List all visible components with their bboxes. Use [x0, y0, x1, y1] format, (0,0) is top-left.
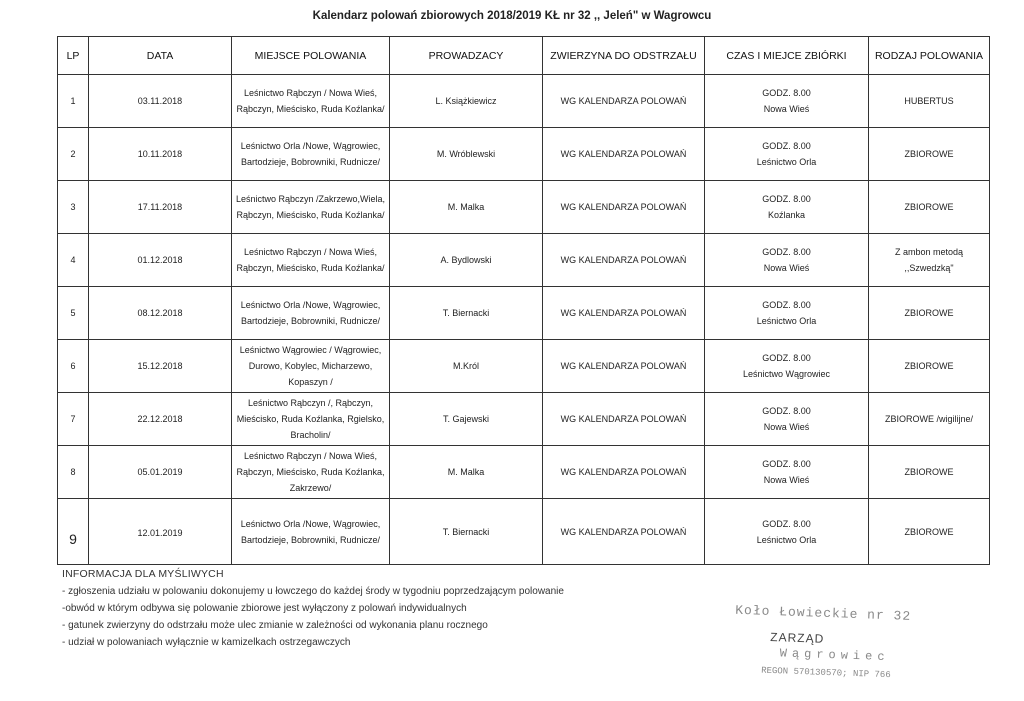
meeting-time: GODZ. 8.00: [762, 247, 811, 257]
cell-leader: M. Malka: [390, 446, 543, 499]
cell-lp: 8: [58, 446, 89, 499]
cell-date: 01.12.2018: [89, 234, 232, 287]
cell-meeting: [705, 446, 869, 499]
cell-meeting: [705, 181, 869, 234]
table-row: [58, 128, 990, 181]
meeting-location: Leśnictwo Orla: [756, 534, 817, 545]
cell-game: WG KALENDARZA POLOWAŃ: [543, 393, 705, 446]
cell-lp: 7: [58, 393, 89, 446]
cell-game: WG KALENDARZA POLOWAŃ: [543, 128, 705, 181]
cell-game: WG KALENDARZA POLOWAŃ: [543, 75, 705, 128]
header-lp: LP: [58, 37, 89, 75]
header-type: RODZAJ POLOWANIA: [869, 37, 990, 75]
club-stamp: [727, 601, 930, 694]
cell-place: Leśnictwo Orla /Nowe, Wągrowiec, Bartodzieje, Bobrowniki, Rudnicze/: [232, 128, 390, 181]
cell-type: ZBIOROWE: [869, 446, 990, 499]
hunt-calendar-table: [57, 36, 990, 565]
header-meeting: CZAS I MIEJCE ZBIÓRKI: [705, 37, 869, 75]
cell-lp: 1: [58, 75, 89, 128]
cell-lp: 9: [58, 499, 89, 565]
cell-meeting: [705, 287, 869, 340]
cell-type: ZBIOROWE: [869, 499, 990, 565]
meeting-location: Koźlanka: [767, 210, 806, 220]
cell-leader: M. Wróblewski: [390, 128, 543, 181]
table-row: [58, 234, 990, 287]
cell-meeting: [705, 234, 869, 287]
cell-date: 22.12.2018: [89, 393, 232, 446]
cell-leader: T. Gajewski: [390, 393, 543, 446]
table-row: [58, 340, 990, 393]
cell-game: WG KALENDARZA POLOWAŃ: [543, 446, 705, 499]
cell-meeting: [705, 340, 869, 393]
cell-lp: 2: [58, 128, 89, 181]
meeting-location: Leśnictwo Orla: [756, 157, 817, 167]
table-row: [58, 287, 990, 340]
cell-game: WG KALENDARZA POLOWAŃ: [543, 181, 705, 234]
cell-leader: L. Książkiewicz: [390, 75, 543, 128]
meeting-location: Leśnictwo Orla: [756, 316, 817, 326]
meeting-time: GODZ. 8.00: [762, 406, 811, 416]
meeting-time: GODZ. 8.00: [762, 518, 811, 529]
cell-date: 05.01.2019: [89, 446, 232, 499]
stamp-ids: REGON 570130570; NIP 766: [760, 665, 891, 681]
meeting-time: GODZ. 8.00: [762, 353, 811, 363]
cell-leader: T. Biernacki: [390, 499, 543, 565]
cell-lp: 3: [58, 181, 89, 234]
meeting-location: Nowa Wieś: [763, 422, 810, 432]
cell-place: Leśnictwo Orla /Nowe, Wągrowiec, Bartodzieje, Bobrowniki, Rudnicze/: [232, 287, 390, 340]
cell-date: 12.01.2019: [89, 499, 232, 565]
stamp-club-name: Koło Łowieckie nr 32: [734, 602, 912, 624]
cell-type: ZBIOROWE: [869, 340, 990, 393]
stamp-board: ZARZĄD: [770, 629, 825, 646]
cell-place: Leśnictwo Orla /Nowe, Wągrowiec, Bartodzieje, Bobrowniki, Rudnicze/: [232, 499, 390, 565]
cell-date: 03.11.2018: [89, 75, 232, 128]
info-line: - udział w polowaniach wyłącznie w kamizelkach ostrzegawczych: [62, 637, 351, 648]
cell-date: 08.12.2018: [89, 287, 232, 340]
cell-lp: 6: [58, 340, 89, 393]
table-row: [58, 181, 990, 234]
meeting-time: GODZ. 8.00: [762, 88, 811, 98]
cell-type: ZBIOROWE /wigilijne/: [869, 393, 990, 446]
table-row: [58, 393, 990, 446]
meeting-time: GODZ. 8.00: [762, 194, 811, 204]
info-line: - zgłoszenia udziału w polowaniu dokonujemy u łowczego do każdej środy w tygodniu poprzedzającym polowanie: [62, 586, 564, 597]
hunter-information: [62, 566, 564, 651]
cell-game: WG KALENDARZA POLOWAŃ: [543, 499, 705, 565]
cell-place: Leśnictwo Rąbczyn / Nowa Wieś, Rąbczyn, Mieścisko, Ruda Koźlanka, Zakrzewo/: [232, 446, 390, 499]
header-date: DATA: [89, 37, 232, 75]
cell-meeting: [705, 75, 869, 128]
meeting-location: Nowa Wieś: [763, 263, 810, 273]
cell-place: Leśnictwo Rąbczyn / Nowa Wieś, Rąbczyn, Mieścisko, Ruda Koźlanka/: [232, 75, 390, 128]
cell-place: Leśnictwo Rąbczyn /, Rąbczyn, Mieścisko, Ruda Koźlanka, Rgielsko, Bracholin/: [232, 393, 390, 446]
cell-meeting: [705, 128, 869, 181]
cell-lp: 5: [58, 287, 89, 340]
cell-type: Z ambon metodą ,,Szwedzką": [869, 234, 990, 287]
cell-meeting: [705, 393, 869, 446]
cell-type: HUBERTUS: [869, 75, 990, 128]
header-leader: PROWADZACY: [390, 37, 543, 75]
info-line: -obwód w którym odbywa się polowanie zbiorowe jest wyłączony z polowań indywidualnych: [62, 603, 467, 614]
header-game: ZWIERZYNA DO ODSTRZAŁU: [543, 37, 705, 75]
cell-leader: M. Malka: [390, 181, 543, 234]
info-heading: INFORMACJA DLA MYŚLIWYCH: [62, 568, 224, 580]
cell-game: WG KALENDARZA POLOWAŃ: [543, 287, 705, 340]
cell-date: 17.11.2018: [89, 181, 232, 234]
table-row: [58, 446, 990, 499]
info-line: - gatunek zwierzyny do odstrzału może ulec zmianie w zależności od wykonania planu rocznego: [62, 620, 488, 631]
header-place: MIEJSCE POLOWANIA: [232, 37, 390, 75]
cell-leader: M.Król: [390, 340, 543, 393]
cell-leader: A. Bydlowski: [390, 234, 543, 287]
meeting-location: Nowa Wieś: [763, 104, 810, 114]
cell-place: Leśnictwo Rąbczyn /Zakrzewo,Wiela, Rąbczyn, Mieścisko, Ruda Koźlanka/: [232, 181, 390, 234]
cell-lp: 4: [58, 234, 89, 287]
cell-date: 10.11.2018: [89, 128, 232, 181]
table-row: [58, 75, 990, 128]
cell-type: ZBIOROWE: [869, 181, 990, 234]
cell-type: ZBIOROWE: [869, 287, 990, 340]
cell-meeting: [705, 499, 869, 565]
meeting-time: GODZ. 8.00: [762, 300, 811, 310]
table-row: [58, 499, 990, 565]
cell-type: ZBIOROWE: [869, 128, 990, 181]
cell-game: WG KALENDARZA POLOWAŃ: [543, 340, 705, 393]
meeting-location: Leśnictwo Wągrowiec: [742, 369, 831, 379]
table-header-row: [58, 37, 990, 75]
cell-game: WG KALENDARZA POLOWAŃ: [543, 234, 705, 287]
cell-place: Leśnictwo Wągrowiec / Wągrowiec, Durowo, Kobylec, Micharzewo, Kopaszyn /: [232, 340, 390, 393]
cell-leader: T. Biernacki: [390, 287, 543, 340]
meeting-time: GODZ. 8.00: [762, 459, 811, 469]
cell-date: 15.12.2018: [89, 340, 232, 393]
cell-place: Leśnictwo Rąbczyn / Nowa Wieś, Rąbczyn, Mieścisko, Ruda Koźlanka/: [232, 234, 390, 287]
meeting-time: GODZ. 8.00: [762, 141, 811, 151]
document-title: Kalendarz polowań zbiorowych 2018/2019 KŁ nr 32 ,, Jeleń" w Wagrowcu: [312, 10, 712, 22]
meeting-location: Nowa Wieś: [763, 475, 810, 485]
stamp-town: Wągrowiec: [779, 646, 890, 665]
